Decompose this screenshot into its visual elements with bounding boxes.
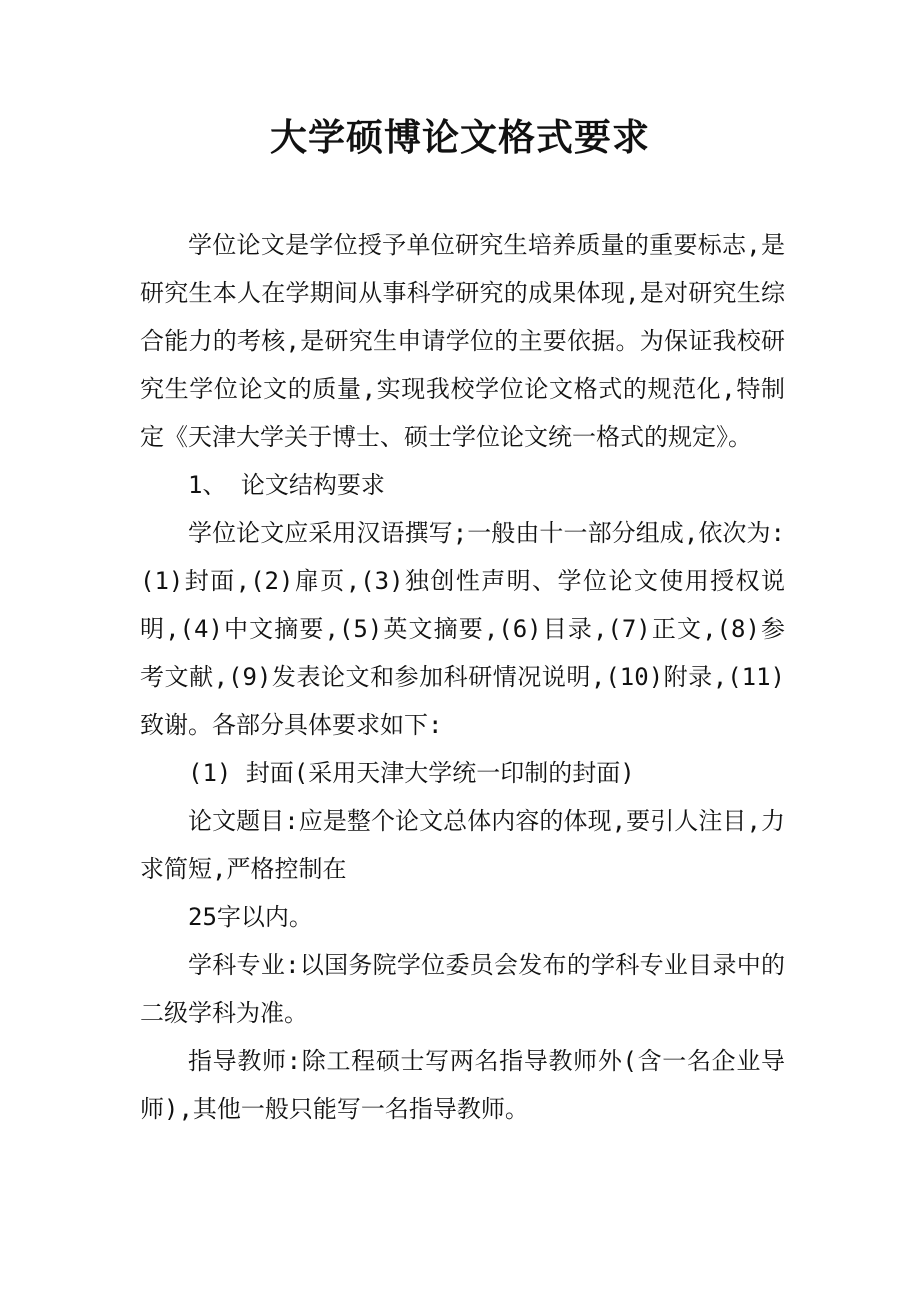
- intro-paragraph: 学位论文是学位授予单位研究生培养质量的重要标志,是研究生本人在学期间从事科学研究的成果体现,是对研究生综合能力的考核,是研究生申请学位的主要依据。为保证我校研究生学位论文的质量,实现我校学位论文格式的规范化,特制定《天津大学关于博士、硕士学位论文统一格式的规定》。: [140, 231, 785, 451]
- advisor-paragraph: 指导教师:除工程硕士写两名指导教师外(含一名企业导师),其他一般只能写一名指导教师。: [140, 1047, 785, 1123]
- title-length-paragraph: 25字以内。: [188, 903, 313, 931]
- document-title: 大学硕博论文格式要求: [270, 116, 650, 159]
- document-body: [140, 221, 785, 1133]
- cover-heading: (1) 封面(采用天津大学统一印制的封面): [188, 759, 635, 787]
- title-requirement-paragraph: 论文题目:应是整个论文总体内容的体现,要引人注目,力求简短,严格控制在: [140, 807, 785, 883]
- structure-paragraph: 学位论文应采用汉语撰写;一般由十一部分组成,依次为:(1)封面,(2)扉页,(3)独创性声明、学位论文使用授权说明,(4)中文摘要,(5)英文摘要,(6)目录,(7)正文,(8)参考文献,(9)发表论文和参加科研情况说明,(10)附录,(11)致谢。各部分具体要求如下:: [140, 519, 785, 739]
- discipline-paragraph: 学科专业:以国务院学位委员会发布的学科专业目录中的二级学科为准。: [140, 951, 785, 1027]
- section-heading-structure: 1、 论文结构要求: [188, 471, 385, 499]
